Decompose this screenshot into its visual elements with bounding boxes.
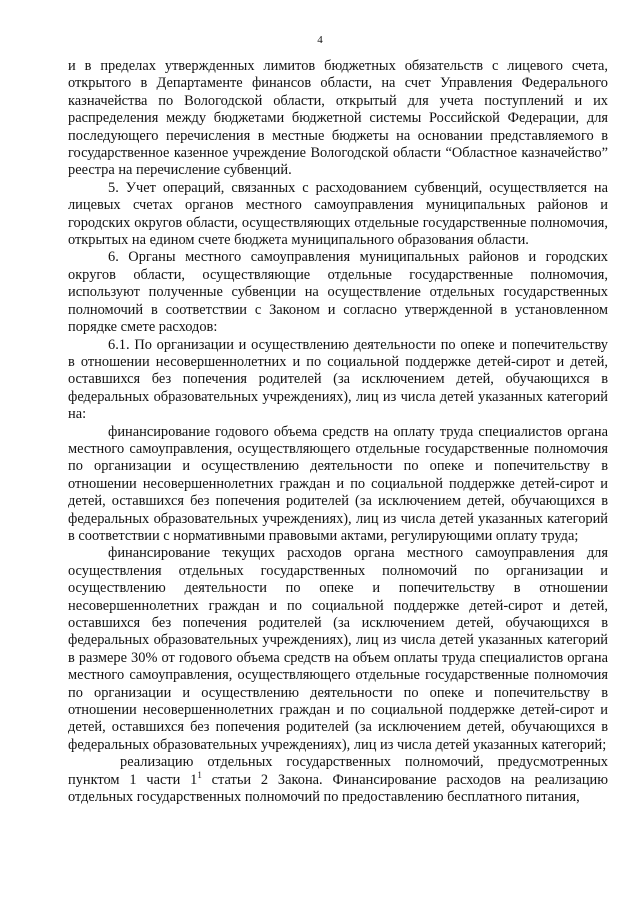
paragraph-item-6-1: 6.1. По организации и осуществлению деятельности по опеке и попечительству в отношении несовершеннолетних и по социальной поддержке детей-сирот и детей, оставшихся без попечения родителей (за исключением детей, обучающихся в федеральных образовательных учреждениях), лиц из числа детей указанных категорий на: — [68, 336, 608, 423]
document-body — [68, 58, 608, 806]
paragraph-implementation-text-end: статьи 2 Закона. Финансирование расходов на реализацию отдельных государственных полномочий по предоставлению бесплатного питания, — [68, 771, 608, 806]
paragraph-current-expenses: финансирование текущих расходов органа местного самоуправления для осуществления отдельных государственных полномочий по организации и осуществлению деятельности по опеке и попечительству в отношении несовершеннолетних граждан и по социальной поддержке детей-сирот и детей, оставшихся без попечения родителей (за исключением детей, обучающихся в федеральных образовательных учреждениях), лиц из числа детей указанных категорий в размере 30% от годового объема средств на объем оплаты труда специалистов органа местного самоуправления, осуществляющего отдельные государственные полномочия по организации и осуществлению деятельности по опеке и попечительству в отношении несовершеннолетних граждан и по социальной поддержке детей-сирот и детей, оставшихся без попечения родителей (за исключением детей, обучающихся в федеральных образовательных учреждениях), лиц из числа детей указанных категорий; — [68, 545, 608, 753]
paragraph-salary-funding: финансирование годового объема средств на оплату труда специалистов органа местного самоуправления, осуществляющего отдельные государственные полномочия по организации и осуществлению деятельности по опеке и попечительству в отношении несовершеннолетних граждан и по социальной поддержке детей-сирот и детей, оставшихся без попечения родителей (за исключением детей, обучающихся в федеральных образовательных учреждениях), лиц из числа детей указанных категорий в соответствии с нормативными правовыми актами, регулирующими оплату труда; — [68, 423, 608, 544]
paragraph-item-6: 6. Органы местного самоуправления муниципальных районов и городских округов области, осуществляющие отдельные государственные полномочия, используют полученные субвенции на осуществление отдельных государственных полномочий в соответствии с Законом и согласно утвержденной в установленном порядке смете расходов: — [68, 249, 608, 336]
superscript-mark: 1 — [197, 769, 202, 780]
paragraph-item-5: 5. Учет операций, связанных с расходованием субвенций, осуществляется на лицевых счетах органов местного самоуправления муниципальных районов и городских округов области, осуществляющих отдельные государственные полномочия, открытых на едином счете бюджета муниципального образования области. — [68, 179, 608, 249]
page-number: 4 — [317, 34, 323, 46]
paragraph-implementation-text-start: реализацию отдельных государственных полномочий, предусмотренных пунктом 1 части 1 — [68, 754, 608, 788]
paragraph-implementation — [68, 754, 608, 806]
paragraph-continuation: и в пределах утвержденных лимитов бюджетных обязательств с лицевого счета, открытого в Департаменте финансов области, на счет Управления Федерального казначейства по Вологодской области, открытый для учета поступлений и их распределения между бюджетами бюджетной системы Российской Федерации, для последующего перечисления в местные бюджеты на основании представляемого в государственное казенное учреждение Вологодской области “Областное казначейство” реестра на перечисление субвенций. — [68, 58, 608, 179]
